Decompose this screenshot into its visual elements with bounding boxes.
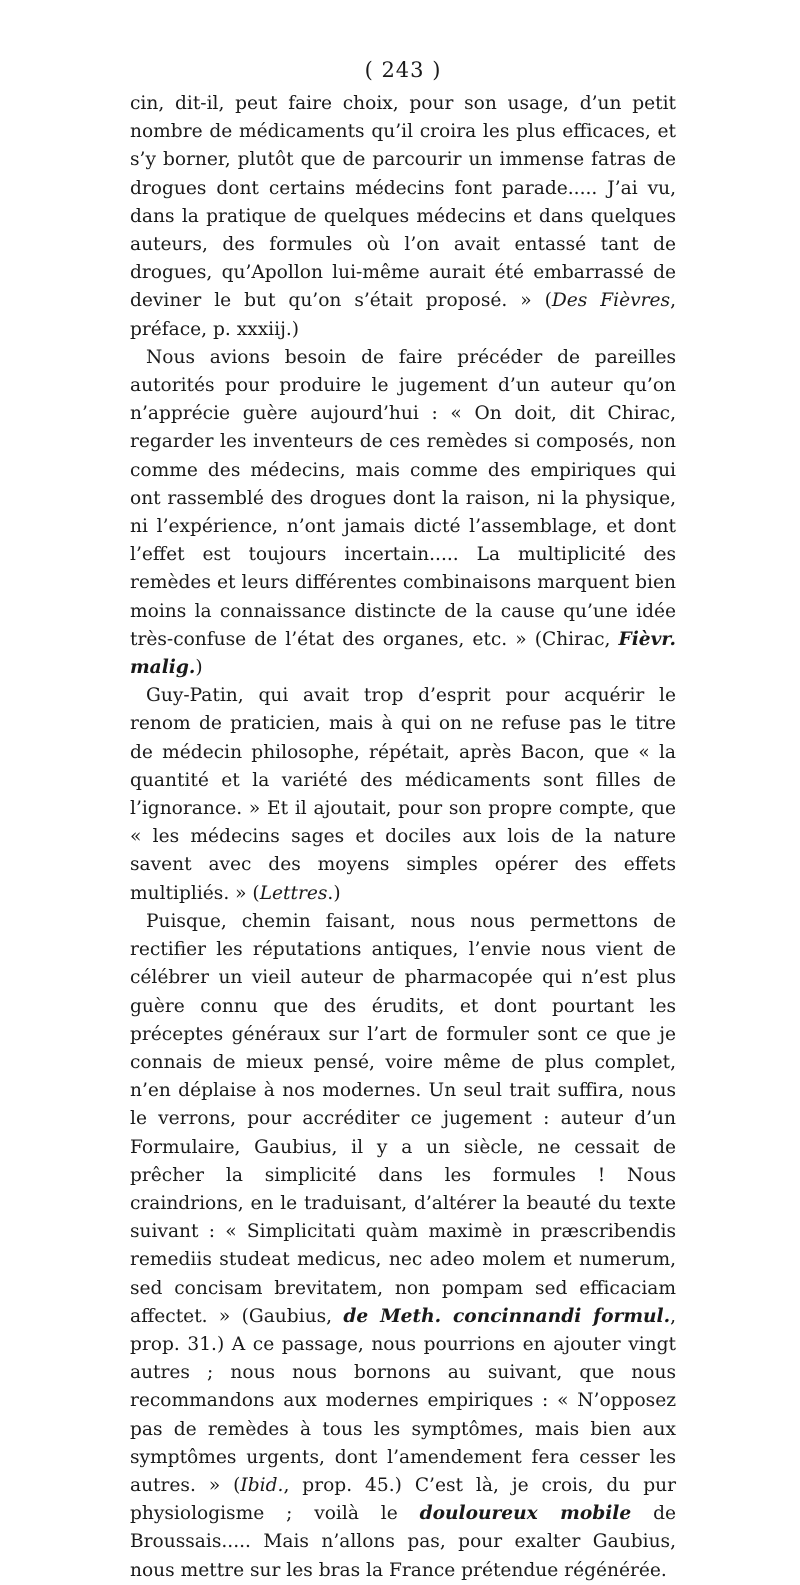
- citation-title: Des Fièvres: [551, 290, 671, 312]
- page-number: ( 243 ): [364, 58, 442, 82]
- citation-title: Fièvr. malig.: [130, 628, 676, 679]
- paragraph-2: [130, 344, 676, 682]
- emphasis-phrase: douloureux mobile: [419, 1503, 632, 1525]
- text-run: Puisque, chemin faisant, nous nous permettons de rectifier les réputations antiques, l’envie nous vient de célébrer un vieil auteur de pharmacopée qui n’est plus guère connu que des érudits, et dont pourtant les préceptes généraux sur l’art de formuler sont ce que je connais de mieux pensé, voire même de plus complet, n’en déplaise à nos modernes. Un seul trait suffira, nous le verrons, pour accréditer ce jugement : auteur d’un Formulaire, Gaubius, il y a un siècle, ne cessait de prêcher la simplicité dans les formules ! Nous craindrions, en le traduisant, d’altérer la beauté du texte suivant : « Simplicitati quàm maximè in præscribendis remediis studeat medicus, nec adeo molem et numerum, sed concisam brevitatem, non pompam sed efficaciam affectet. » (Gaubius,: [130, 910, 676, 1327]
- text-run: , prop. 45.) C’est là, je crois, du pur physiologisme ; voilà le: [130, 1474, 676, 1525]
- paragraph-3: [130, 682, 676, 908]
- text-run: de Broussais..... Mais n’allons pas, pour exalter Gaubius, nous mettre sur les bras la France prétendue régénérée.: [130, 1503, 676, 1581]
- text-run: Guy-Patin, qui avait trop d’esprit pour acquérir le renom de praticien, mais à qui on ne refuse pas le titre de médecin philosophe, répétait, après Bacon, que « la quantité et la variété des médicaments sont filles de l’ignorance. » Et il ajoutait, pour son propre compte, que « les médecins sages et dociles aux lois de la nature savent avec des moyens simples opérer des effets multipliés. » (: [130, 685, 676, 904]
- text-run: .): [327, 882, 341, 904]
- text-run: cin, dit-il, peut faire choix, pour son usage, d’un petit nombre de médicaments qu’il croira les plus efficaces, et s’y borner, plutôt que de parcourir un immense fatras de drogues dont certains médecins font parade..... J’ai vu, dans la pratique de quelques médecins et dans quelques auteurs, des formules où l’on avait entassé tant de drogues, qu’Apollon lui-même aurait été embarrassé de deviner le but qu’on s’était proposé. » (: [130, 93, 676, 312]
- paragraph-4: [130, 908, 676, 1585]
- book-page: [130, 58, 676, 1585]
- paragraph-1: [130, 90, 676, 344]
- citation-title: de Meth. concinnandi formul.: [343, 1305, 671, 1327]
- citation-title: Ibid.: [240, 1474, 284, 1496]
- text-run: ): [195, 657, 203, 679]
- text-run: Nous avions besoin de faire précéder de pareilles autorités pour produire le jugement d’un auteur qu’on n’apprécie guère aujourd’hui : « On doit, dit Chirac, regarder les inventeurs de ces remèdes si composés, non comme des médecins, mais comme des empiriques qui ont rassemblé des drogues dont la raison, ni la physique, ni l’expérience, n’ont jamais dicté l’assemblage, et dont l’effet est toujours incertain..... La multiplicité des remèdes et leurs différentes combinaisons marquent bien moins la connaissance distincte de la cause qu’une idée très-confuse de l’état des organes, etc. » (Chirac,: [130, 346, 676, 650]
- citation-title: Lettres: [259, 882, 328, 904]
- text-run: , préface, p. xxxiij.): [130, 290, 676, 340]
- text-run: , prop. 31.) A ce passage, nous pourrions en ajouter vingt autres ; nous nous bornons au suivant, que nous recommandons aux modernes empiriques : « N’opposez pas de remèdes à tous les symptômes, mais bien aux symptômes urgents, dont l’amendement fera cesser les autres. » (: [130, 1305, 677, 1496]
